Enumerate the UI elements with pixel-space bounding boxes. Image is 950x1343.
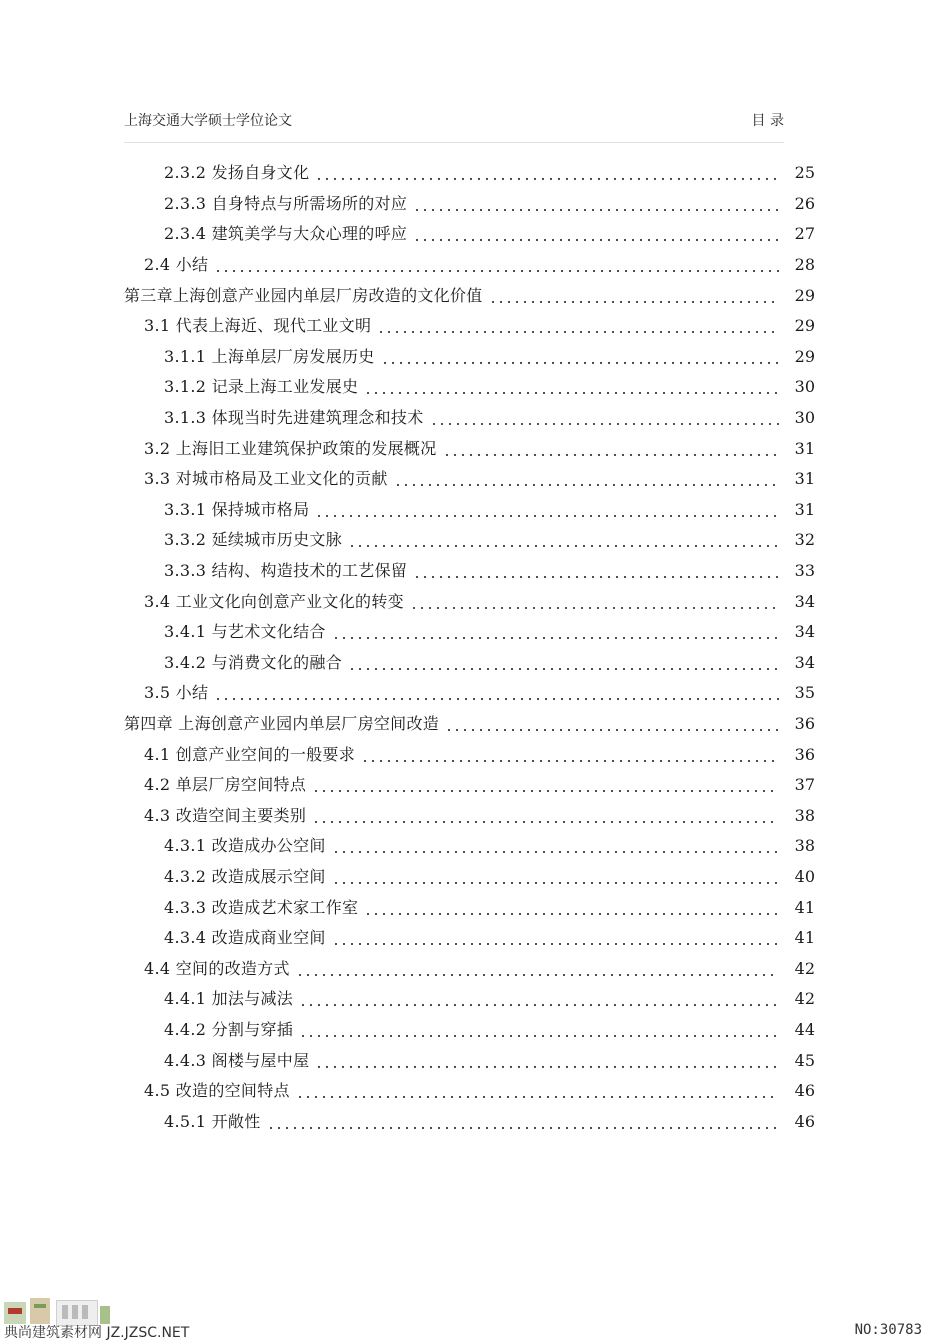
toc-entry-title: 4.1 创意产业空间的一般要求	[144, 744, 356, 764]
toc-entry	[164, 984, 815, 1015]
toc-page-number: 38	[794, 805, 815, 825]
toc-page-number: 31	[794, 469, 815, 489]
toc-leader-dots	[315, 165, 779, 181]
toc-entry	[144, 801, 815, 832]
toc-page-number: 41	[794, 928, 815, 948]
toc-leader-dots	[364, 379, 779, 395]
toc-page-number: 35	[794, 683, 815, 703]
toc-entry-title: 4.3.1 改造成办公空间	[164, 836, 326, 856]
toc-entry	[164, 525, 815, 556]
toc-leader-dots	[315, 1053, 779, 1069]
toc-entry	[164, 158, 815, 189]
toc-page-number: 36	[794, 744, 815, 764]
toc-entry-title: 4.3.2 改造成展示空间	[164, 867, 326, 887]
toc-leader-dots	[410, 594, 779, 610]
toc-leader-dots	[299, 991, 779, 1007]
toc-entry-title: 3.1 代表上海近、现代工业文明	[144, 316, 372, 336]
toc-entry	[164, 219, 815, 250]
toc-entry-title: 2.3.2 发扬自身文化	[164, 163, 310, 183]
toc-entry	[144, 464, 815, 495]
toc-leader-dots	[214, 685, 779, 701]
toc-entry-title: 3.4.1 与艺术文化结合	[164, 622, 326, 642]
toc-page-number: 38	[794, 836, 815, 856]
toc-entry-title: 4.2 单层厂房空间特点	[144, 775, 307, 795]
header-divider	[124, 142, 784, 143]
document-number: NO:30783	[854, 1322, 922, 1338]
toc-entry-title: 3.3.3 结构、构造技术的工艺保留	[164, 561, 408, 581]
toc-leader-dots	[296, 1083, 779, 1099]
toc-entry	[124, 280, 815, 311]
toc-page-number: 42	[794, 989, 815, 1009]
site-watermark: 典尚建筑素材网 JZ.JZSC.NET	[4, 1325, 190, 1341]
toc-leader-dots	[332, 869, 779, 885]
toc-entry	[124, 709, 815, 740]
toc-entry-title: 3.2 上海旧工业建筑保护政策的发展概况	[144, 438, 437, 458]
toc-page-number: 30	[794, 408, 815, 428]
toc-leader-dots	[413, 226, 779, 242]
toc-page-number: 29	[794, 285, 815, 305]
toc-entry-title: 3.1.2 记录上海工业发展史	[164, 377, 359, 397]
toc-entry	[164, 403, 815, 434]
toc-entry	[144, 250, 815, 281]
toc-entry-title: 4.3.4 改造成商业空间	[164, 928, 326, 948]
toc-page-number: 45	[794, 1050, 815, 1070]
toc-entry	[164, 892, 815, 923]
toc-entry-title: 4.4.1 加法与减法	[164, 989, 294, 1009]
toc-entry-title: 3.1.3 体现当时先进建筑理念和技术	[164, 408, 424, 428]
toc-entry	[144, 954, 815, 985]
toc-page-number: 29	[794, 316, 815, 336]
toc-page-number: 27	[794, 224, 815, 244]
toc-page-number: 25	[794, 163, 815, 183]
toc-entry-title: 3.1.1 上海单层厂房发展历史	[164, 346, 375, 366]
toc-leader-dots	[332, 624, 779, 640]
toc-entry	[164, 862, 815, 893]
toc-entry-title: 3.4.2 与消费文化的融合	[164, 652, 342, 672]
toc-leader-dots	[361, 747, 779, 763]
toc-page-number: 44	[794, 1020, 815, 1040]
toc-page-number: 34	[794, 652, 815, 672]
toc-page-number: 37	[794, 775, 815, 795]
toc-entry-title: 3.4 工业文化向创意产业文化的转变	[144, 591, 404, 611]
toc-page-number: 30	[794, 377, 815, 397]
toc-entry	[164, 342, 815, 373]
toc-leader-dots	[267, 1114, 780, 1130]
toc-entry-title: 4.3 改造空间主要类别	[144, 805, 307, 825]
toc-page-number: 31	[794, 438, 815, 458]
toc-leader-dots	[445, 716, 779, 732]
toc-entry-title: 3.5 小结	[144, 683, 209, 703]
toc-entry-title: 3.3.2 延续城市历史文脉	[164, 530, 342, 550]
toc-entry	[144, 586, 815, 617]
toc-page-number: 28	[794, 255, 815, 275]
toc-leader-dots	[364, 900, 779, 916]
toc-leader-dots	[348, 655, 779, 671]
thesis-title: 上海交通大学硕士学位论文	[124, 113, 292, 129]
toc-entry-title: 3.3.1 保持城市格局	[164, 499, 310, 519]
toc-leader-dots	[413, 563, 779, 579]
toc-leader-dots	[377, 318, 779, 334]
toc-entry-title: 4.4.2 分割与穿插	[164, 1020, 294, 1040]
toc-entry	[144, 1076, 815, 1107]
toc-entry	[164, 831, 815, 862]
toc-leader-dots	[299, 1022, 779, 1038]
toc-entry	[164, 495, 815, 526]
toc-entry-title: 4.5 改造的空间特点	[144, 1081, 290, 1101]
toc-entry	[144, 739, 815, 770]
toc-entry	[144, 311, 815, 342]
toc-leader-dots	[296, 961, 779, 977]
toc-page-number: 26	[794, 193, 815, 213]
toc-leader-dots	[381, 349, 779, 365]
toc-leader-dots	[315, 502, 779, 518]
toc-entry-title: 2.3.4 建筑美学与大众心理的呼应	[164, 224, 408, 244]
section-title: 目 录	[751, 113, 784, 129]
toc-page-number: 46	[794, 1081, 815, 1101]
toc-leader-dots	[489, 288, 779, 304]
toc-leader-dots	[348, 532, 779, 548]
page-header	[124, 110, 784, 130]
toc-entry-title: 4.4.3 阁楼与屋中屋	[164, 1050, 310, 1070]
toc-entry-title: 3.3 对城市格局及工业文化的贡献	[144, 469, 388, 489]
toc-page-number: 29	[794, 346, 815, 366]
toc-leader-dots	[312, 808, 779, 824]
toc-page-number: 34	[794, 591, 815, 611]
toc-page-number: 32	[794, 530, 815, 550]
toc-leader-dots	[332, 930, 779, 946]
toc-entry-title: 4.4 空间的改造方式	[144, 958, 290, 978]
toc-leader-dots	[413, 196, 779, 212]
toc-leader-dots	[312, 777, 779, 793]
toc-entry-title: 4.5.1 开敞性	[164, 1111, 261, 1131]
toc-page-number: 46	[794, 1111, 815, 1131]
toc-leader-dots	[214, 257, 779, 273]
toc-entry-title: 2.3.3 自身特点与所需场所的对应	[164, 193, 408, 213]
toc-entry	[164, 617, 815, 648]
toc-entry	[164, 189, 815, 220]
toc-page-number: 40	[794, 867, 815, 887]
toc-page-number: 34	[794, 622, 815, 642]
toc-leader-dots	[394, 471, 779, 487]
toc-entry-title: 2.4 小结	[144, 255, 209, 275]
toc-entry	[164, 372, 815, 403]
toc-entry	[144, 433, 815, 464]
toc-page-number: 41	[794, 897, 815, 917]
toc-leader-dots	[430, 410, 780, 426]
toc-entry	[164, 556, 815, 587]
toc-entry	[144, 678, 815, 709]
toc-entry-title: 4.3.3 改造成艺术家工作室	[164, 897, 359, 917]
toc-entry	[164, 923, 815, 954]
toc-entry	[144, 770, 815, 801]
toc-entry-title: 第三章上海创意产业园内单层厂房改造的文化价值	[124, 285, 483, 305]
toc-entry	[164, 1015, 815, 1046]
toc-page-number: 36	[794, 714, 815, 734]
toc-page-number: 33	[794, 561, 815, 581]
toc-page-number: 42	[794, 958, 815, 978]
toc-leader-dots	[332, 838, 779, 854]
toc-leader-dots	[443, 441, 779, 457]
toc-entry	[164, 648, 815, 679]
toc-entry	[164, 1107, 815, 1138]
toc-page-number: 31	[794, 499, 815, 519]
toc-entry-title: 第四章 上海创意产业园内单层厂房空间改造	[124, 714, 440, 734]
toc-entry	[164, 1045, 815, 1076]
